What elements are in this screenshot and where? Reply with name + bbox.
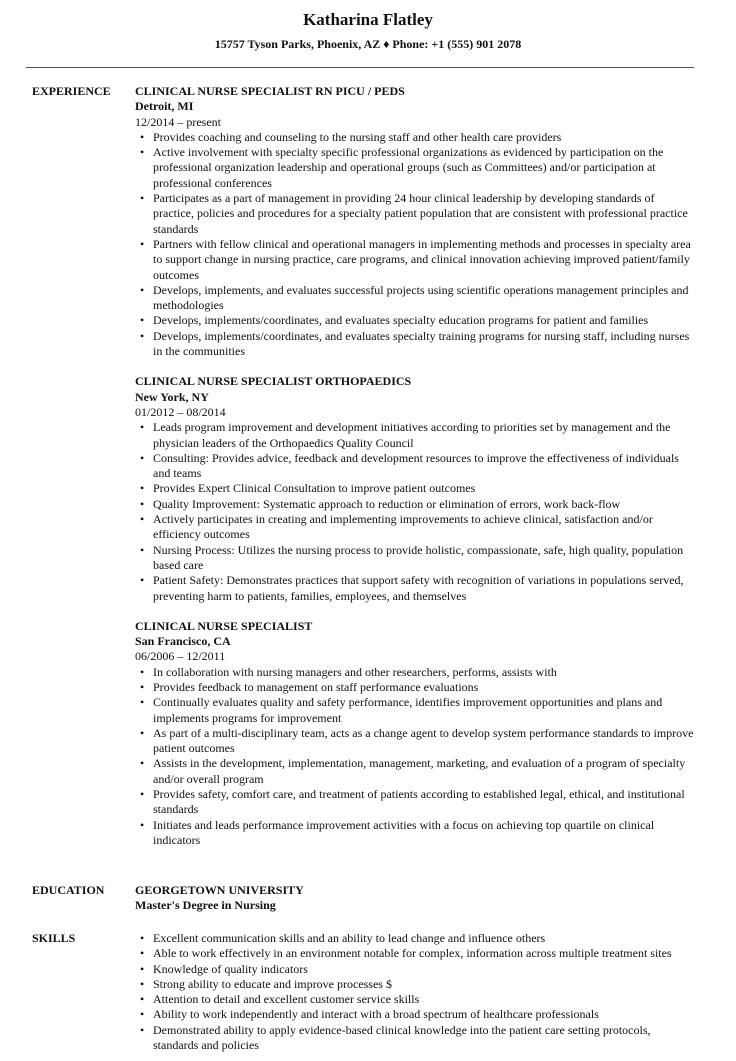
education-degree: Master's Degree in Nursing [135,898,276,913]
job-location: San Francisco, CA [135,634,231,649]
job-bullet: • In collaboration with nursing managers and other researchers, performs, assists with [135,665,694,680]
job-bullet: • Provides feedback to management on staff performance evaluations [135,680,694,695]
skills-body [135,931,694,1053]
job-bullet-list [135,665,694,849]
job-title: CLINICAL NURSE SPECIALIST RN PICU / PEDS [135,84,405,98]
job-title: CLINICAL NURSE SPECIALIST [135,618,313,633]
job-bullet: • Develops, implements/coordinates, and evaluates specialty education programs for patient and families [135,313,694,328]
skill-item: • Strong ability to educate and improve processes $ [135,977,694,992]
job-bullet: • Leads program improvement and development initiatives according to priorities set by management and the physician leaders of the Orthopaedics Quality Council [135,420,694,451]
job-bullet: • Consulting: Provides advice, feedback and development resources to improve the effectiveness of individuals and teams [135,451,694,482]
experience-heading: EXPERIENCE [32,84,111,98]
contact-line: 15757 Tyson Parks, Phoenix, AZ ♦ Phone: +1 (555) 901 2078 [214,37,522,51]
experience-body [135,84,694,848]
job-bullet: • Active involvement with specialty specific professional organizations as evidenced by participation on the professional organization leadership and operational groups (such as Committees) and/or participation at professional conferences [135,145,694,191]
job-bullet: • Patient Safety: Demonstrates practices that support safety with recognition of variations in populations served, preventing harm to patients, families, employees, and themselves [135,573,694,604]
job-bullet: • Provides safety, comfort care, and treatment of patients according to established legal, ethical, and institutional standards [135,787,694,818]
job-bullet-list [135,420,694,604]
skill-item: • Able to work effectively in an environment notable for complex, information across multiple treatment sites [135,946,694,961]
job-bullet: • Participates as a part of management in providing 24 hour clinical leadership by developing standards of practice, policies and procedures for a specialty patient population that are consistent with professional practice standards [135,191,694,237]
header-divider [26,67,694,68]
resume-header [0,0,736,52]
job-entry [135,84,694,359]
job-entry [135,374,694,603]
skill-item: • Demonstrated ability to apply evidence-based clinical knowledge into the patient care setting protocols, standards and policies [135,1023,694,1054]
skills-section [32,931,694,1053]
job-bullet-list [135,130,694,359]
education-school: GEORGETOWN UNIVERSITY [135,883,304,897]
skill-item: • Ability to work independently and interact with a broad spectrum of healthcare professionals [135,1007,694,1022]
experience-section [32,84,694,863]
job-bullet: • Develops, implements/coordinates, and evaluates specialty training programs for nursing staff, including nurses in the communities [135,329,694,360]
education-section [32,883,694,914]
job-bullet: • Actively participates in creating and implementing improvements to achieve clinical, satisfaction and/or efficiency outcomes [135,512,694,543]
job-bullet: • As part of a multi-disciplinary team, acts as a change agent to develop system performance standards to improve patient outcomes [135,726,694,757]
job-bullet: • Provides coaching and counseling to the nursing staff and other health care providers [135,130,694,145]
job-dates: 01/2012 – 08/2014 [135,404,226,419]
job-location: New York, NY [135,389,209,404]
candidate-name: Katharina Flatley [303,10,433,29]
job-bullet: • Continually evaluates quality and safety performance, identifies improvement opportunities and plans and implements programs for improvement [135,695,694,726]
skill-item: • Attention to detail and excellent customer service skills [135,992,694,1007]
job-dates: 06/2006 – 12/2011 [135,649,226,664]
job-bullet: • Develops, implements, and evaluates successful projects using scientific operations management principles and methodologies [135,283,694,314]
job-location: Detroit, MI [135,99,194,114]
job-bullet: • Nursing Process: Utilizes the nursing process to provide holistic, compassionate, safe, high quality, population based care [135,543,694,574]
education-body [135,883,694,914]
job-bullet: • Quality Improvement: Systematic approach to reduction or elimination of errors, work back-flow [135,497,694,512]
skill-item: • Knowledge of quality indicators [135,962,694,977]
job-title: CLINICAL NURSE SPECIALIST ORTHOPAEDICS [135,374,412,389]
job-bullet: • Partners with fellow clinical and operational managers in implementing methods and processes in specialty area to support change in nursing practice, care programs, and clinical innovation achieving improved patient/family outcomes [135,237,694,283]
job-dates: 12/2014 – present [135,114,221,129]
job-bullet: • Assists in the development, implementation, management, marketing, and evaluation of a program of specialty and/or overall program [135,756,694,787]
job-entry [135,619,694,848]
skills-list [135,931,694,1053]
job-bullet: • Initiates and leads performance improvement activities with a focus on achieving top quartile on clinical indicators [135,818,694,849]
education-heading: EDUCATION [32,883,105,897]
skill-item: • Excellent communication skills and an ability to lead change and influence others [135,931,694,946]
skills-heading: SKILLS [32,931,76,945]
job-bullet: • Provides Expert Clinical Consultation to improve patient outcomes [135,481,694,496]
